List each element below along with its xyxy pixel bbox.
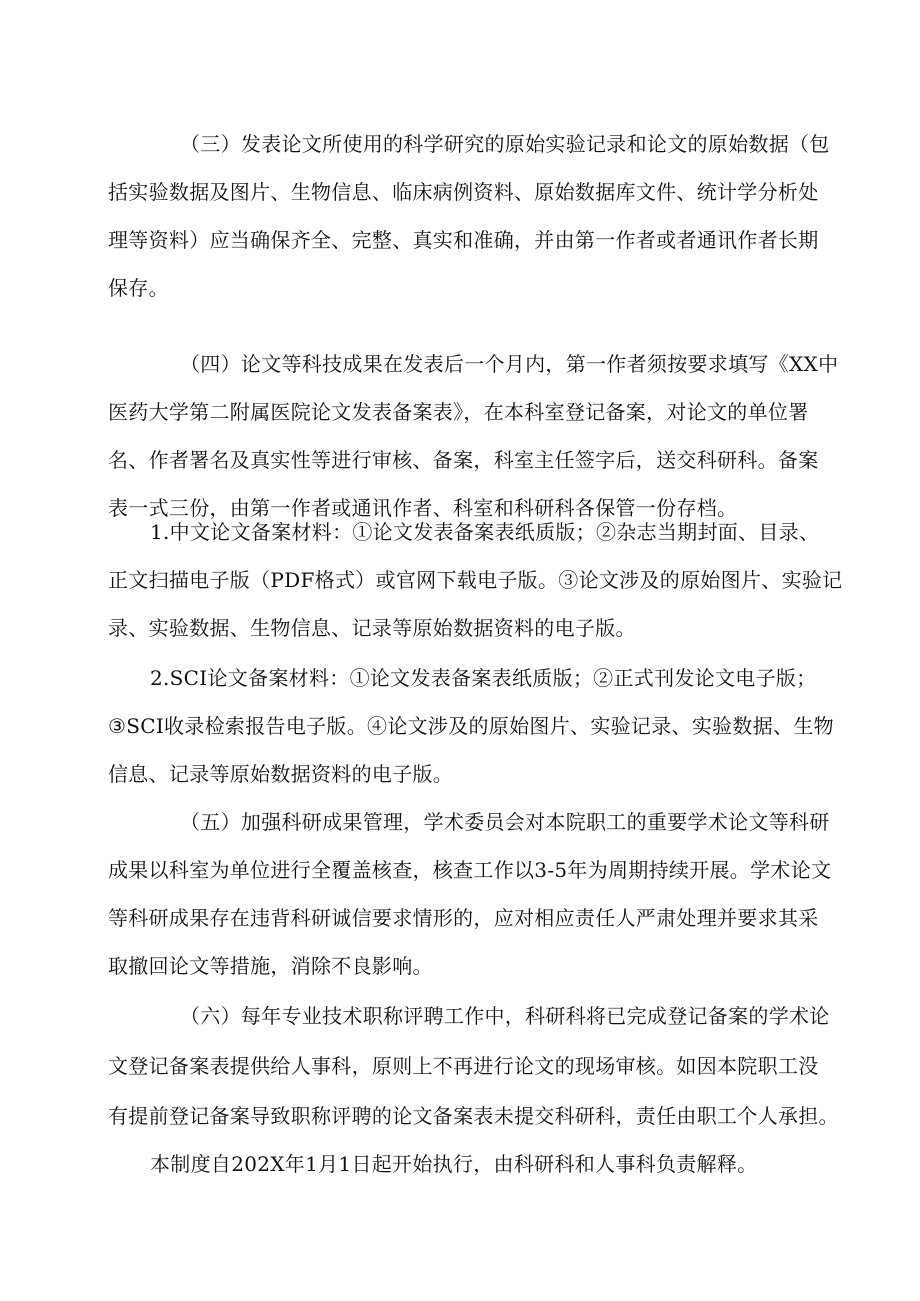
paragraph-4-1-line-3: 录、实验数据、生物信息、记录等原始数据资料的电子版。 [108,616,636,640]
paragraph-4-2-line-3: 信息、记录等原始数据资料的电子版。 [108,762,454,786]
paragraph-6-line-3: 有提前登记备案导致职称评聘的论文备案表未提交科研科，责任由职工个人承担。 [108,1104,839,1128]
paragraph-4-line-2: 医药大学第二附属医院论文发表备案表》，在本科室登记备案，对论文的单位署 [108,400,809,424]
paragraph-4-1-line-2: 正文扫描电子版（PDF格式）或官网下载电子版。③论文涉及的原始图片、实验记 [108,568,843,592]
paragraph-4-line-3: 名、作者署名及真实性等进行审核、备案，科室主任签字后，送交科研科。备案 [108,448,819,472]
paragraph-5-line-4: 取撤回论文等措施，消除不良影响。 [108,954,433,978]
paragraph-3-line-4: 保存。 [108,276,169,300]
paragraph-4-line-1: （四）论文等科技成果在发表后一个月内，第一作者须按要求填写《XX中 [180,352,839,376]
paragraph-4-1-line-1: 1.中文论文备案材料：①论文发表备案表纸质版；②杂志当期封面、目录、 [150,520,820,544]
paragraph-5-line-3: 等科研成果存在违背科研诚信要求情形的，应对相应责任人严肃处理并要求其采 [108,906,819,930]
paragraph-4-2-line-1: 2.SCI论文备案材料：①论文发表备案表纸质版；②正式刊发论文电子版； [150,666,817,690]
paragraph-3-line-1: （三）发表论文所使用的科学研究的原始实验记录和论文的原始数据（包 [180,132,830,156]
paragraph-6-line-1: （六）每年专业技术职称评聘工作中，科研科将已完成登记备案的学术论 [180,1004,830,1028]
paragraph-3-line-3: 理等资料）应当确保齐全、完整、真实和准确，并由第一作者或者通讯作者长期 [108,228,819,252]
paragraph-5-line-2: 成果以科室为单位进行全覆盖核查，核查工作以3-5年为周期持续开展。学术论文 [108,858,832,882]
paragraph-4-2-line-2: ③SCI收录检索报告电子版。④论文涉及的原始图片、实验记录、实验数据、生物 [108,714,834,738]
paragraph-4-line-4: 表一式三份，由第一作者或通讯作者、科室和科研科各保管一份存档。 [108,496,738,520]
paragraph-5-line-1: （五）加强科研成果管理，学术委员会对本院职工的重要学术论文等科研 [180,810,830,834]
closing-statement: 本制度自202X年1月1日起开始执行，由科研科和人事科负责解释。 [150,1152,758,1176]
paragraph-3-line-2: 括实验数据及图片、生物信息、临床病例资料、原始数据库文件、统计学分析处 [108,180,819,204]
paragraph-6-line-2: 文登记备案表提供给人事科，原则上不再进行论文的现场审核。如因本院职工没 [108,1054,819,1078]
